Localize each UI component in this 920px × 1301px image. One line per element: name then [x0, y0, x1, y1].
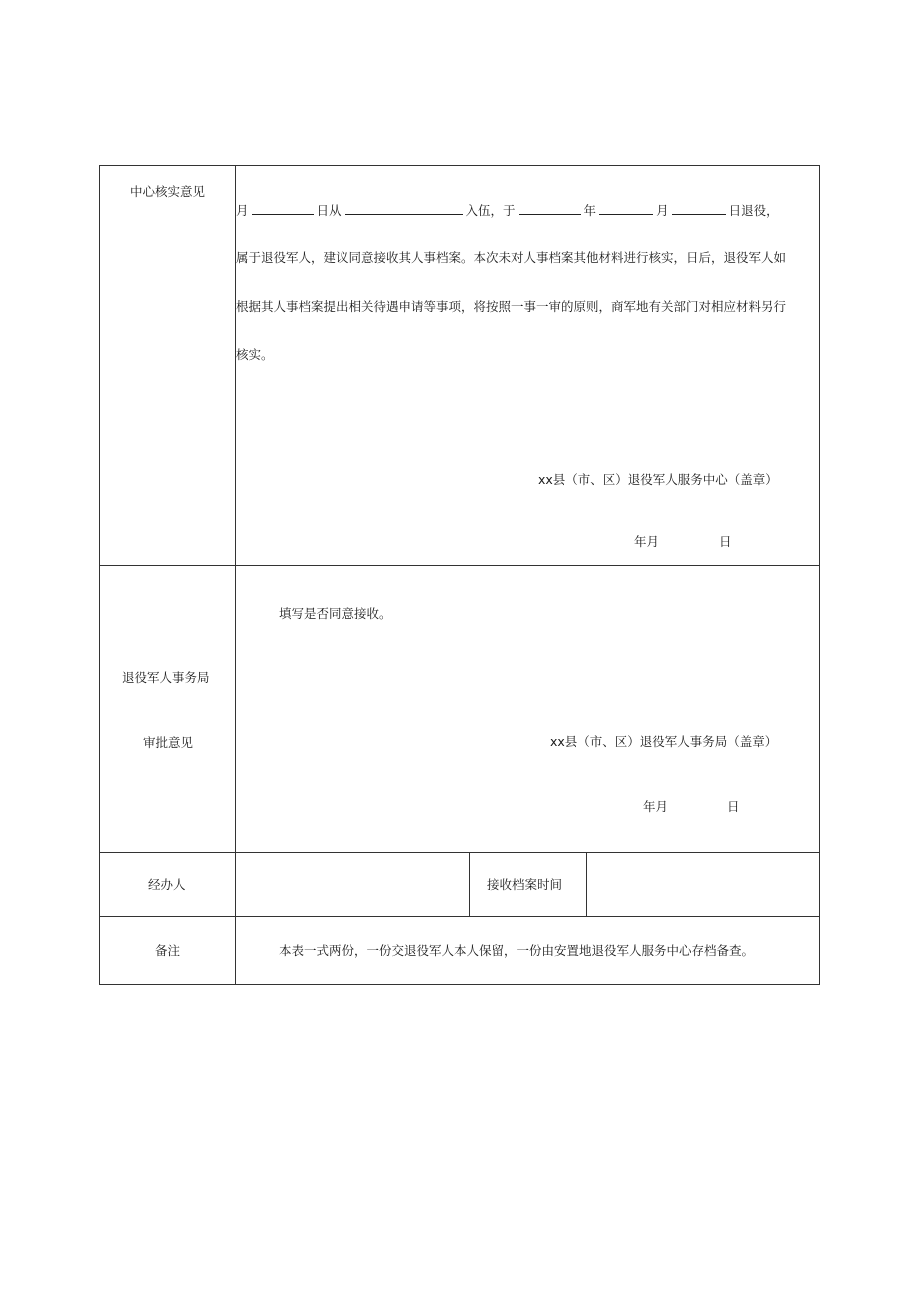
remarks-label: 备注	[155, 943, 181, 958]
enlist-text: 入伍，于	[465, 203, 516, 218]
enlist-date-blank[interactable]	[345, 202, 463, 215]
verification-paragraph-line3: 根据其人事档案提出相关待遇申请等事项，将按照一事一审的原则，商军地有关部门对相应材料另行	[236, 299, 787, 314]
veterans-bureau-date-ym: 年月	[643, 799, 669, 814]
row-divider-3	[99, 916, 820, 917]
veterans-bureau-seal: xx县（市、区）退役军人事务局（盖章）	[550, 734, 778, 749]
handler-label: 经办人	[148, 877, 186, 892]
handler-field[interactable]	[236, 853, 469, 916]
month2-text: 月	[656, 203, 669, 218]
approval-opinion-label: 审批意见	[143, 735, 194, 750]
retire-text: 日退役，	[728, 203, 779, 218]
veterans-bureau-label: 退役军人事务局	[122, 670, 210, 685]
column-divider-handler	[469, 852, 470, 917]
service-center-date-ym: 年月	[634, 534, 660, 549]
day-from-text: 日从	[316, 203, 342, 218]
retire-day-blank[interactable]	[672, 202, 726, 215]
table-border-bottom	[99, 984, 820, 985]
year-text: 年	[583, 203, 597, 218]
row-divider-1	[99, 565, 820, 566]
service-dates-line	[236, 202, 779, 219]
retire-month-blank[interactable]	[599, 202, 653, 215]
table-border-left	[99, 165, 100, 985]
table-border-right	[819, 165, 820, 985]
remarks-note: 本表一式两份，一份交退役军人本人保留，一份由安置地退役军人服务中心存档备查。	[279, 943, 755, 958]
month-text: 月	[236, 203, 249, 218]
verification-paragraph-line4: 核实。	[236, 347, 274, 362]
service-center-date-d: 日	[719, 534, 732, 549]
receive-time-label: 接收档案时间	[487, 877, 563, 892]
table-border-top	[99, 165, 820, 166]
service-center-seal: xx县（市、区）退役军人服务中心（盖章）	[538, 472, 778, 487]
verification-paragraph-line2: 属于退役军人，建议同意接收其人事档案。本次未对人事档案其他材料进行核实，日后，退役军人如	[236, 250, 787, 265]
retire-year-blank[interactable]	[519, 202, 581, 215]
receive-time-field[interactable]	[587, 853, 819, 916]
center-verification-label: 中心核实意见	[130, 184, 206, 199]
month-blank[interactable]	[252, 202, 314, 215]
approval-instruction: 填写是否同意接收。	[279, 606, 392, 621]
veterans-bureau-date-d: 日	[727, 799, 740, 814]
